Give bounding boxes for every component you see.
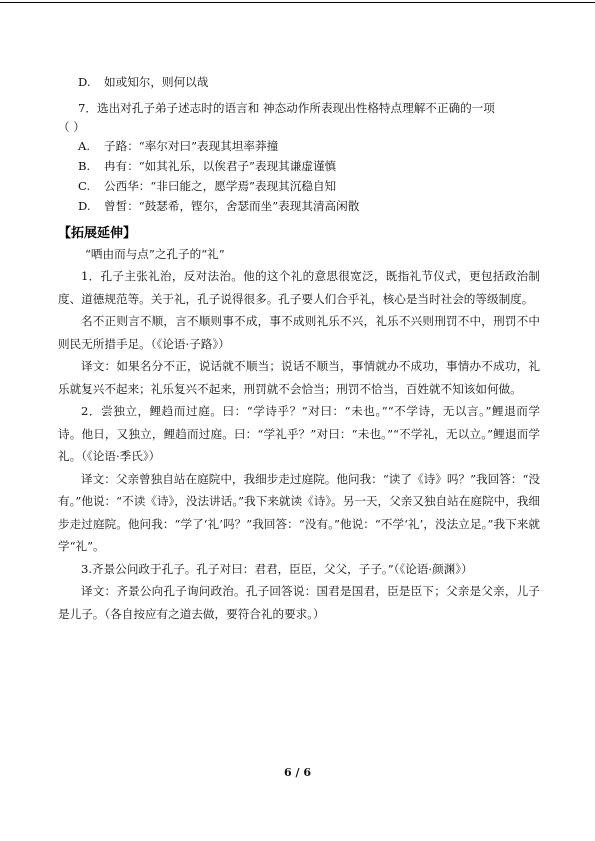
paragraph-1: 1．孔子主张礼治，反对法治。他的这个礼的意思很宽泛，既指礼节仪式，更包括政治制度、道德规范等。关于礼，孔子说得很多。孔子要人们合乎礼，核心是当时社会的等级制度。 — [58, 269, 540, 306]
option-text: 曾皙：“鼓瑟希，铿尔，舍瑟而坐”表现其清高闲散 — [104, 199, 360, 213]
option-text: 公西华：“非曰能之，愿学焉”表现其沉稳自知 — [104, 179, 337, 193]
q7-option-b — [58, 156, 540, 176]
q6-option-d — [58, 72, 540, 92]
q7-answer-blank: （ ） — [58, 120, 85, 134]
section-heading: 【拓展延伸】 — [58, 226, 137, 241]
option-label: A. — [78, 139, 91, 153]
option-text: 如或知尔，则何以哉 — [104, 75, 209, 89]
paragraph-2: 2．尝独立，鲤趋而过庭。曰：“学诗乎？”对曰：“未也。”“不学诗，无以言。”鲤退而学诗。他日，又独立，鲤趋而过庭。曰：“学礼乎？”对曰：“未也。”“不学礼，无以立。”鲤退而学礼。（《论语·季氏》） — [58, 404, 540, 463]
paragraph-translation-2: 译文：父亲曾独自站在庭院中，我细步走过庭院。他问我：“读了《诗》吗？”我回答：“没有。”他说：“不读《诗》，没法讲话。”我下来就读《诗》。另一天，父亲又独自站在庭院中，我细步走过庭院。他问我：“学了‘礼’吗？”我回答：“没有。”他说：“不学‘礼’，没法立足。”我下来就学“礼”。 — [58, 471, 540, 553]
option-text: 冉有：“如其礼乐，以俟君子”表现其谦虚谨慎 — [104, 159, 337, 173]
q7-option-a — [58, 136, 540, 156]
q7-stem: 7．选出对孔子弟子述志时的语言和 神态动作所表现出性格特点理解不正确的一项 — [78, 101, 495, 115]
section-subtitle: “哂由而与点”之孔子的“礼” — [85, 247, 225, 261]
paragraph-quote-zilu: 名不正则言不顺，言不顺则事不成，事不成则礼乐不兴，礼乐不兴则刑罚不中，刑罚不中则民无所措手足。（《论语·子路》） — [58, 314, 540, 351]
paragraph-translation-3: 译文：齐景公向孔子询问政治。孔子回答说：国君是国君，臣是臣下；父亲是父亲，儿子是儿子。（各自按应有之道去做，要符合礼的要求。） — [58, 584, 540, 621]
option-label: D. — [78, 75, 91, 89]
header-rule — [0, 2, 595, 3]
paragraph-translation-1: 译文：如果名分不正，说话就不顺当；说话不顺当，事情就办不成功，事情办不成功，礼乐就复兴不起来；礼乐复兴不起来，刑罚就不会恰当；刑罚不恰当，百姓就不知该如何做。 — [58, 359, 540, 396]
paragraph-3: 3.齐景公问政于孔子。孔子对曰：君君，臣臣，父父，子子。”（《论语·颜渊》） — [81, 561, 473, 576]
option-label: C. — [78, 179, 91, 193]
page-number: 6 / 6 — [284, 766, 311, 779]
q7-option-d — [58, 196, 540, 216]
q7-option-c — [58, 176, 540, 196]
page-content — [58, 72, 540, 625]
option-label: B. — [78, 159, 91, 173]
option-text: 子路：“率尔对曰”表现其坦率莽撞 — [104, 139, 279, 153]
option-label: D. — [78, 199, 91, 213]
